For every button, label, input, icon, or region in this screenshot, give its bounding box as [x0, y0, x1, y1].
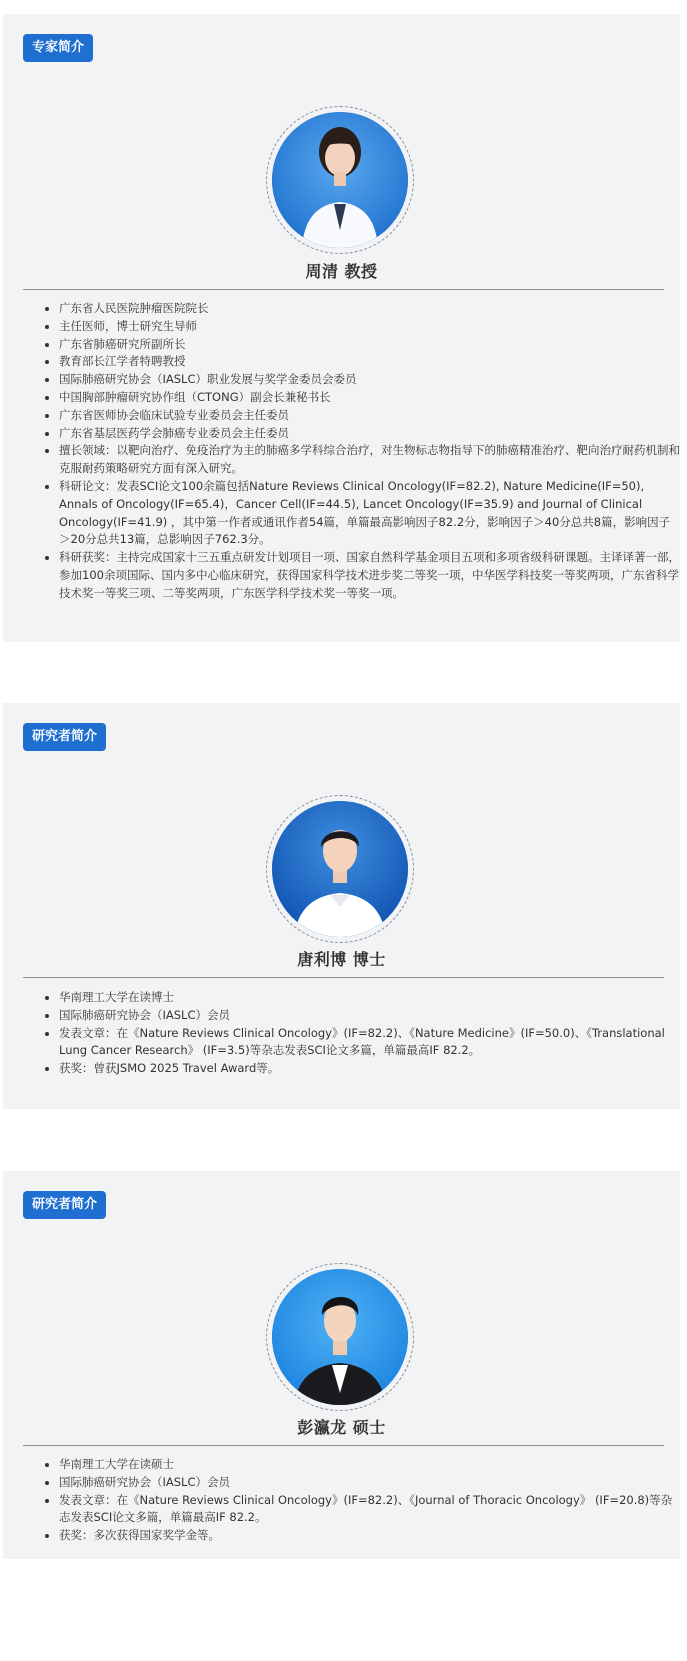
- list-item: • 广东省基层医药学会肺癌专业委员会主任委员: [59, 425, 681, 443]
- list-item: • 国际肺癌研究协会（IASLC）会员: [59, 1007, 681, 1025]
- avatar-frame: [266, 106, 414, 254]
- avatar-frame: [266, 795, 414, 943]
- list-item: • 广东省医师协会临床试验专业委员会主任委员: [59, 407, 681, 425]
- list-item: • 中国胸部肿瘤研究协作组（CTONG）副会长兼秘书长: [59, 389, 681, 407]
- list-item: • 获奖：曾获JSMO 2025 Travel Award等。: [59, 1060, 681, 1078]
- list-item: • 广东省人民医院肿瘤医院院长: [59, 300, 681, 318]
- section-badge: 专家简介: [23, 34, 93, 62]
- list-item: • 教育部长江学者特聘教授: [59, 353, 681, 371]
- section-badge: 研究者简介: [23, 1191, 106, 1219]
- divider: [23, 289, 664, 290]
- researcher-name: 彭瀛龙 硕士: [297, 1418, 386, 1437]
- list-item: • 华南理工大学在读博士: [59, 989, 681, 1007]
- divider: [23, 1445, 664, 1446]
- divider: [23, 977, 664, 978]
- list-item: • 科研获奖：主持完成国家十三五重点研发计划项目一项、国家自然科学基金项目五项和多项省级科研课题。主译译著一部，参加100余项国际、国内多中心临床研究，获得国家科学技术进步奖二等奖一项，中华医学科技奖一等奖两项，广东省科学技术奖一等奖三项、二等奖两项，广东医学科学技术奖一等奖一项。: [59, 549, 681, 602]
- profile-list: [39, 1456, 681, 1545]
- avatar: [272, 801, 408, 937]
- expert-name: 周清 教授: [305, 262, 378, 281]
- portrait-photo: [272, 801, 408, 937]
- list-item: • 华南理工大学在读硕士: [59, 1456, 681, 1474]
- researcher-name: 唐利博 博士: [297, 950, 386, 969]
- list-item: • 科研论文：发表SCI论文100余篇包括Nature Reviews Clinical Oncology(IF=82.2), Nature Medicine(IF=50), Annals of Oncology(IF=65.4)，Cancer Cell(IF=44.5), Lancet Oncology(IF=35.9) and Journal of Clinical Oncology(IF=41.9) ，其中第一作者或通讯作者54篇，单篇最高影响因子82.2分，影响因子＞40分总共8篇，影响因子＞20分总共13篇，总影响因子762.3分。: [59, 478, 681, 549]
- expert-profile-card: [3, 14, 680, 642]
- profile-list: [39, 300, 681, 603]
- list-item: • 获奖：多次获得国家奖学金等。: [59, 1527, 681, 1545]
- avatar-frame: [266, 1263, 414, 1411]
- portrait-photo: [272, 112, 408, 248]
- avatar: [272, 1269, 408, 1405]
- researcher-profile-card: [3, 703, 680, 1109]
- list-item: • 国际肺癌研究协会（IASLC）职业发展与奖学金委员会委员: [59, 371, 681, 389]
- list-item: • 广东省肺癌研究所副所长: [59, 336, 681, 354]
- profile-list: [39, 989, 681, 1078]
- list-item: • 擅长领域：以靶向治疗、免疫治疗为主的肺癌多学科综合治疗，对生物标志物指导下的肺癌精准治疗、靶向治疗耐药机制和克服耐药策略研究方面有深入研究。: [59, 442, 681, 478]
- researcher-profile-card: [3, 1171, 680, 1559]
- section-badge: 研究者简介: [23, 723, 106, 751]
- avatar: [272, 112, 408, 248]
- list-item: • 主任医师，博士研究生导师: [59, 318, 681, 336]
- list-item: • 发表文章：在《Nature Reviews Clinical Oncology》(IF=82.2)、《Nature Medicine》(IF=50.0)、《Translational Lung Cancer Research》 (IF=3.5)等杂志发表SCI论文多篇，单篇最高IF 82.2。: [59, 1025, 681, 1061]
- portrait-photo: [272, 1269, 408, 1405]
- list-item: • 国际肺癌研究协会（IASLC）会员: [59, 1474, 681, 1492]
- list-item: • 发表文章：在《Nature Reviews Clinical Oncology》(IF=82.2)、《Journal of Thoracic Oncology》 (IF=20.8)等杂志发表SCI论文多篇，单篇最高IF 82.2。: [59, 1492, 681, 1528]
